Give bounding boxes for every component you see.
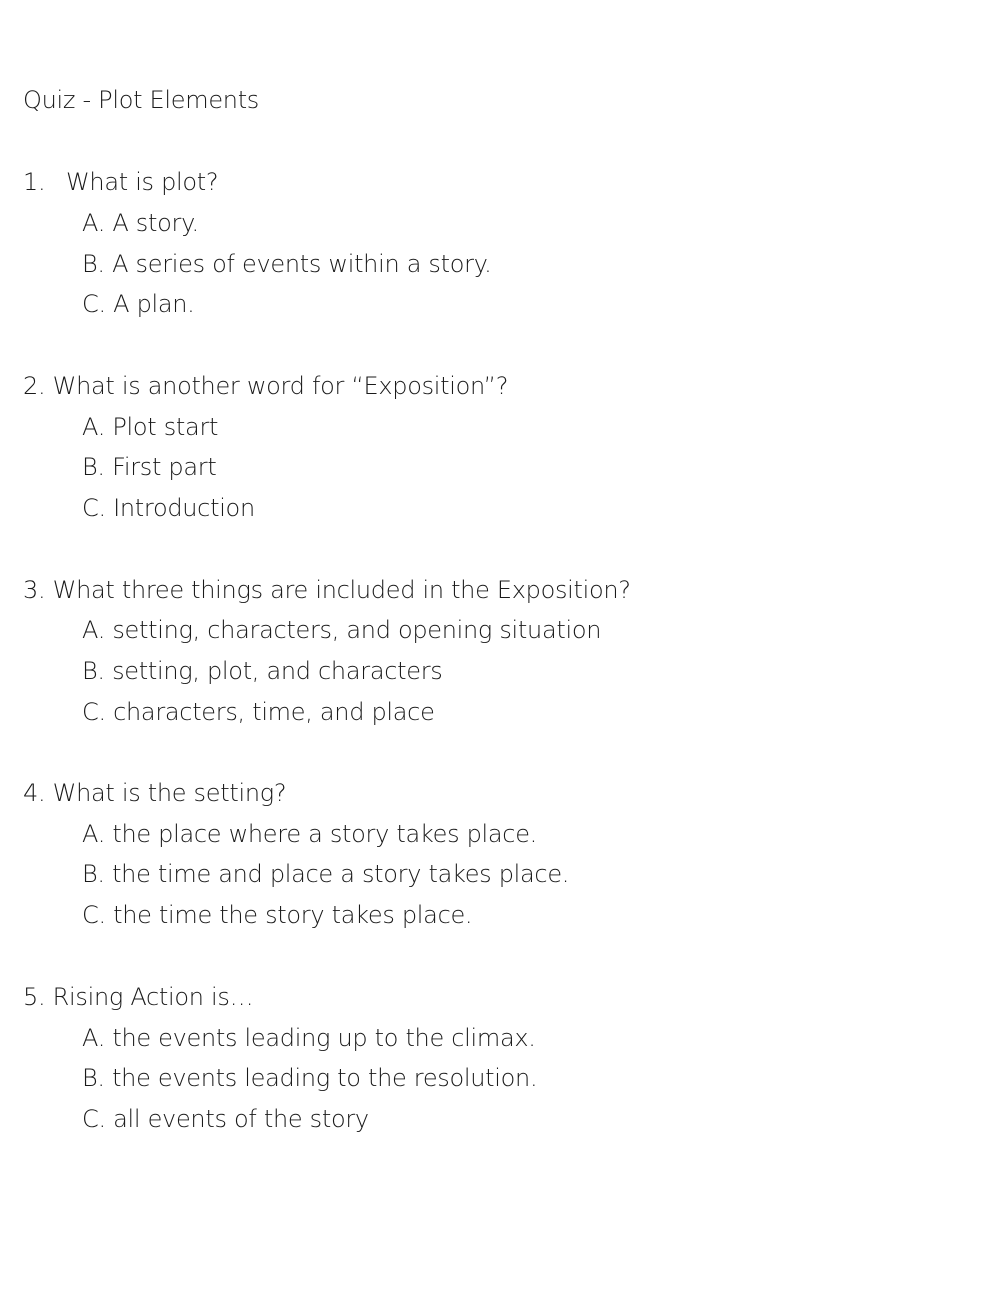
- question-2-option-c: C. Introduction: [82, 494, 255, 522]
- question-number: 1.: [23, 168, 46, 196]
- question-prompt: Rising Action is…: [52, 983, 254, 1011]
- question-5-option-a: A. the events leading up to the climax.: [82, 1024, 536, 1052]
- question-4-option-a: A. the place where a story takes place.: [82, 820, 537, 848]
- question-1-option-c: C. A plan.: [82, 290, 195, 318]
- question-4: [23, 779, 286, 807]
- question-prompt: What is plot?: [66, 168, 219, 196]
- question-3-option-a: A. setting, characters, and opening situation: [82, 616, 602, 644]
- question-5: [23, 983, 253, 1011]
- question-4-option-b: B. the time and place a story takes place.: [82, 860, 570, 888]
- question-3-option-b: B. setting, plot, and characters: [82, 657, 443, 685]
- question-2-option-a: A. Plot start: [82, 413, 219, 441]
- question-number: 2.: [23, 372, 46, 400]
- question-2-option-b: B. First part: [82, 453, 217, 481]
- question-4-option-c: C. the time the story takes place.: [82, 901, 473, 929]
- question-5-option-b: B. the events leading to the resolution.: [82, 1064, 538, 1092]
- document-title: Quiz - Plot Elements: [23, 86, 260, 114]
- question-prompt: What is another word for “Exposition”?: [52, 372, 509, 400]
- question-number: 4.: [23, 779, 46, 807]
- question-5-option-c: C. all events of the story: [82, 1105, 369, 1133]
- question-number: 5.: [23, 983, 46, 1011]
- question-prompt: What three things are included in the Exposition?: [52, 576, 631, 604]
- question-1-option-a: A. A story.: [82, 209, 199, 237]
- question-1-option-b: B. A series of events within a story.: [82, 250, 492, 278]
- question-3: [23, 576, 631, 604]
- question-number: 3.: [23, 576, 46, 604]
- question-1: [23, 168, 218, 196]
- question-2: [23, 372, 508, 400]
- question-prompt: What is the setting?: [52, 779, 287, 807]
- question-3-option-c: C. characters, time, and place: [82, 698, 435, 726]
